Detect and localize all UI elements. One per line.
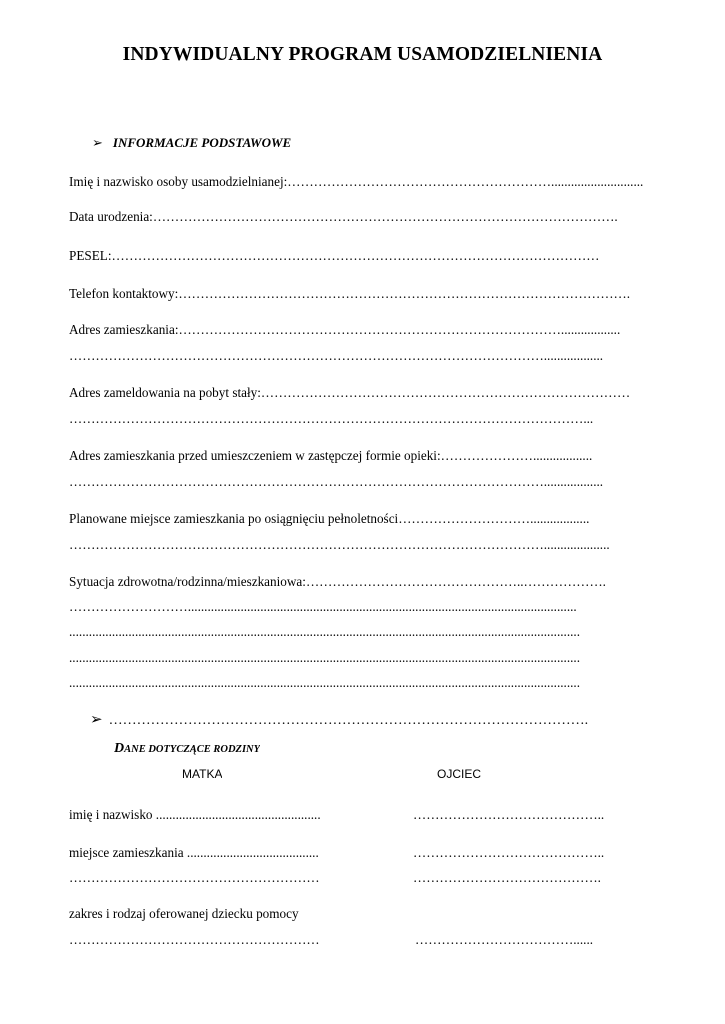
field-dots: ……………………………………………………………………………………………. (152, 209, 618, 224)
field-birth-date (69, 209, 663, 225)
field-address (69, 322, 663, 338)
field-previous-address (69, 448, 663, 464)
section-heading: INFORMACJE PODSTAWOWE (112, 135, 292, 150)
field-label: Adres zamieszkania: (69, 322, 179, 337)
mother-support: ………………………………………………… (69, 932, 320, 947)
field-situation-line-5 (69, 675, 663, 691)
section-family-dotted (90, 710, 650, 729)
field-planned-residence-continued (69, 537, 663, 553)
field-dots: ……………………………………………………………………………………………….................... (69, 537, 610, 552)
field-situation-line-3 (69, 624, 663, 640)
section-basic-info (92, 135, 291, 151)
field-dots: ………………………………………………………………………………………………………... (69, 411, 594, 426)
field-label: Adres zameldowania na pobyt stały: (69, 385, 261, 400)
arrow-bullet-icon: ➢ (90, 712, 103, 728)
field-dots: ........................................................................................................................................................... (69, 675, 581, 690)
field-dots: …………………………………………………………………………………………. (178, 286, 630, 301)
field-situation-line-2 (69, 599, 663, 615)
field-previous-address-continued (69, 474, 663, 490)
field-dots: ………………………………………………………………………………………………… (111, 248, 600, 263)
field-dots: …………………………………………..………………. (305, 574, 606, 589)
field-label: Imię i nazwisko osoby usamodzielnianej: (69, 174, 288, 189)
field-dots: ………………………………………………………………………… (260, 385, 631, 400)
dotted-line: …………………………………………………………………………………………. (108, 713, 589, 728)
support-label: zakres i rodzaj oferowanej dziecku pomocy (69, 906, 299, 921)
page-title: INDYWIDUALNY PROGRAM USAMODZIELNIENIA (122, 44, 603, 65)
field-dots: ........................................................................................................................................................... (69, 650, 581, 665)
field-label: Adres zamieszkania przed umieszczeniem w zastępczej formie opieki: (69, 448, 441, 463)
mother-residence: miejsce zamieszkania ........................................ (69, 845, 319, 860)
field-label: Planowane miejsce zamieszkania po osiągnięciu pełnoletności (69, 511, 399, 526)
field-dots: …………………………………………………………………………….................. (178, 322, 621, 337)
field-phone (69, 286, 663, 302)
field-label: PESEL: (69, 248, 112, 263)
field-dots: ………………….................. (440, 448, 593, 463)
father-residence-continued: ……………………………………. (413, 870, 601, 885)
field-label: Data urodzenia: (69, 209, 153, 224)
field-pesel (69, 248, 663, 264)
column-mother: MATKA (182, 767, 223, 781)
heading-rest: ANE DOTYCZĄCE RODZINY (124, 744, 261, 755)
field-situation (69, 574, 663, 590)
field-planned-residence (69, 511, 663, 527)
field-full-name (69, 174, 663, 190)
field-label: Telefon kontaktowy: (69, 286, 179, 301)
mother-residence-continued: ………………………………………………… (69, 870, 320, 885)
section-family-heading (114, 740, 260, 757)
field-registered-address-continued (69, 411, 663, 427)
heading-initial: D (114, 741, 125, 756)
field-situation-line-4 (69, 650, 663, 666)
field-label: Sytuacja zdrowotna/rodzinna/mieszkaniowa: (69, 574, 306, 589)
field-dots: ………………………...................................................................................................................... (69, 599, 577, 614)
field-dots: ........................................................................................................................................................... (69, 624, 581, 639)
father-support: ………………………………...... (415, 932, 594, 947)
mother-name: imię i nazwisko .................................................. (69, 807, 321, 822)
field-address-continued (69, 348, 663, 364)
father-residence: …………………………………….. (413, 845, 605, 860)
field-dots: ……………………………………………………………………………………………….................. (69, 348, 604, 363)
father-name: …………………………………….. (413, 807, 605, 822)
field-dots: ………………………….................. (398, 511, 590, 526)
field-dots: ……………………………………………………………………………………………….................. (69, 474, 604, 489)
arrow-bullet-icon: ➢ (92, 135, 103, 150)
column-father: OJCIEC (437, 767, 482, 781)
field-dots: ……………………………………………………............................ (287, 174, 644, 189)
field-registered-address (69, 385, 663, 401)
